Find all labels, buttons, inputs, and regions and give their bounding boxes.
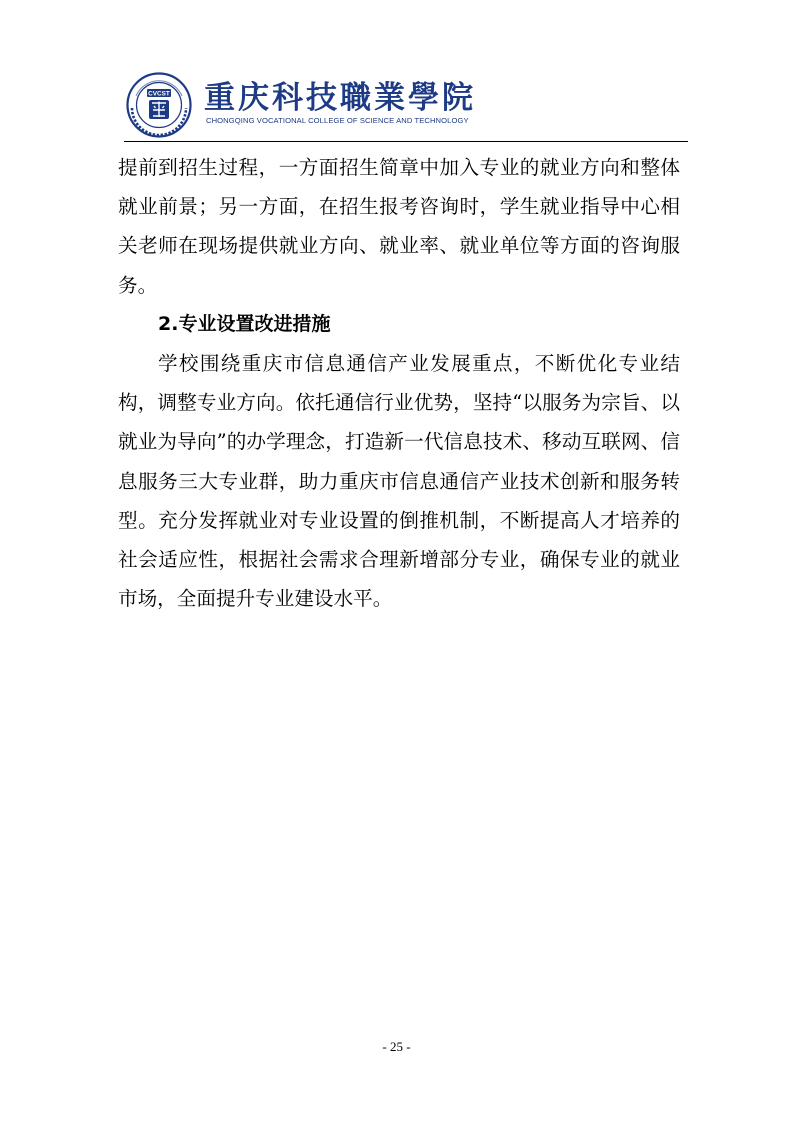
document-body (118, 148, 680, 618)
svg-text:CVCST: CVCST (148, 90, 170, 98)
document-header (126, 72, 686, 138)
paragraph-improvement-measures: 学校围绕重庆市信息通信产业发展重点，不断优化专业结构，调整专业方向。依托通信行业优势，坚持“以服务为宗旨、以就业为导向”的办学理念，打造新一代信息技术、移动互联网、信息服务三大专业群，助力重庆市信息通信产业技术创新和服务转型。充分发挥就业对专业设置的倒推机制，不断提高人才培养的社会适应性，根据社会需求合理新增部分专业，确保专业的就业市场，全面提升专业建设水平。 (118, 352, 680, 611)
page-number: - 25 - (382, 1039, 411, 1054)
section-heading: 2.专业设置改进措施 (158, 312, 331, 335)
college-seal-icon (126, 72, 192, 138)
paragraph-continuation: 提前到招生过程，一方面招生简章中加入专业的就业方向和整体就业前景；另一方面，在招生报考咨询时，学生就业指导中心相关老师在现场提供就业方向、就业率、就业单位等方面的咨询服务。 (118, 156, 680, 297)
college-name: 重庆科技職業學院 (204, 80, 476, 116)
college-name-english: CHONGQING VOCATIONAL COLLEGE OF SCIENCE AND TECHNOLOGY (206, 116, 469, 125)
header-divider (124, 141, 688, 142)
